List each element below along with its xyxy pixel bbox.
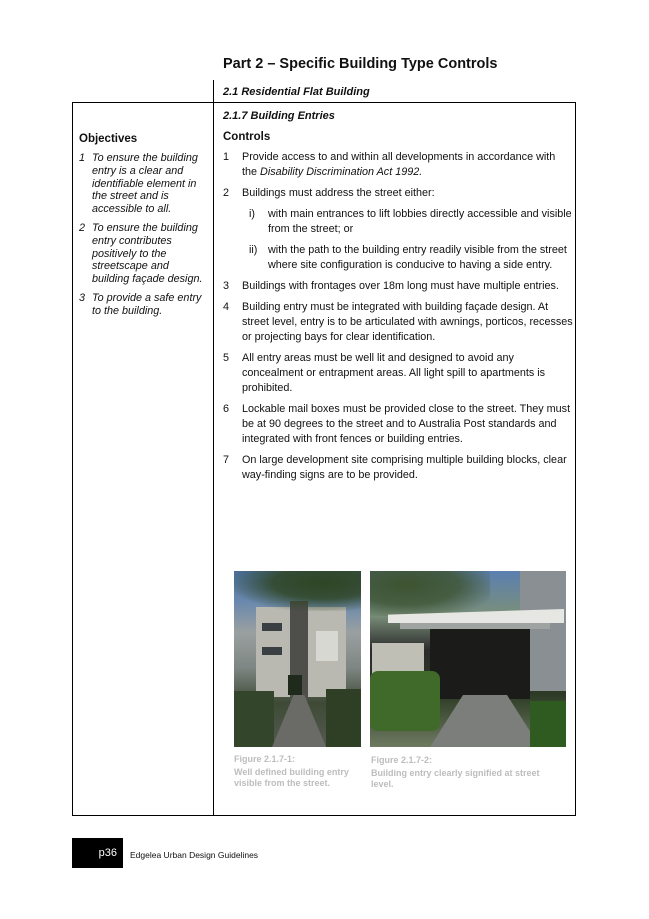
control-text: All entry areas must be well lit and designed to avoid any concealment or entrapment areas. All light spill to apartments is prohibited. <box>242 352 546 394</box>
control-item <box>223 402 573 447</box>
sub-item-text: with the path to the building entry readily visible from the street where site configuration is conducive to having a side entry. <box>268 244 567 271</box>
control-text: Buildings with frontages over 18m long must have multiple entries. <box>242 280 559 292</box>
objective-item <box>79 152 209 216</box>
document-title: Edgelea Urban Design Guidelines <box>130 850 259 860</box>
objective-text: To ensure the building entry contributes positively to the streetscape and building façade design. <box>92 221 203 286</box>
control-item <box>223 186 573 201</box>
control-text: Lockable mail boxes must be provided close to the street. They must be at 90 degrees to the street and to Australia Post standards and integrated with front fences or building entries. <box>242 403 571 445</box>
sub-item-number: ii) <box>249 244 258 256</box>
control-item <box>223 279 573 294</box>
sub-item-text: with main entrances to lift lobbies directly accessible and visible from the street; or <box>268 208 572 235</box>
act-title: Disability Discrimination Act 1992. <box>260 166 423 178</box>
control-sub-item <box>223 243 573 273</box>
objective-number: 2 <box>79 221 86 234</box>
figure-label: Figure 2.1.7-2: <box>371 755 433 765</box>
control-number: 6 <box>223 403 230 415</box>
objective-text: To provide a safe entry to the building. <box>92 291 202 317</box>
control-number: 1 <box>223 151 230 163</box>
control-item <box>223 351 573 396</box>
figure-caption-text: Well defined building entry visible from the street. <box>234 767 349 788</box>
subsection-title: 2.1.7 Building Entries <box>223 110 335 122</box>
control-item <box>223 300 573 345</box>
control-text: Buildings must address the street either: <box>242 187 435 199</box>
objective-text: To ensure the building entry is a clear and identifiable element in the street and is accessible to all. <box>92 152 198 216</box>
building-entry-photo-1 <box>234 571 361 747</box>
objectives-column <box>79 133 209 324</box>
sub-item-number: i) <box>249 208 255 220</box>
figure-caption-1 <box>234 754 349 789</box>
objective-item <box>79 292 209 318</box>
control-item <box>223 150 573 180</box>
page-number: p36 <box>72 838 123 868</box>
control-item <box>223 453 573 483</box>
building-entry-photo-2 <box>370 571 566 747</box>
photo-entry-door <box>288 675 302 695</box>
photo-hedge <box>370 671 440 731</box>
control-number: 5 <box>223 352 230 364</box>
photo-entry-shadow <box>430 629 530 699</box>
photo-tree <box>370 571 490 616</box>
control-number: 2 <box>223 187 230 199</box>
photo-windows <box>316 631 338 661</box>
controls-column <box>223 110 573 489</box>
objectives-heading: Objectives <box>79 133 138 145</box>
photo-windows <box>262 647 282 655</box>
control-text-main: Provide access to and within all developments in accordance with the <box>242 151 556 178</box>
photo-hedge <box>326 689 361 747</box>
control-number: 3 <box>223 280 230 292</box>
photo-path <box>272 695 326 747</box>
photo-path <box>430 695 540 747</box>
controls-heading: Controls <box>223 131 271 143</box>
photo-windows <box>262 623 282 631</box>
control-sub-item <box>223 207 573 237</box>
column-divider <box>213 102 214 816</box>
figure-caption-2 <box>371 755 541 790</box>
objective-number: 1 <box>79 152 86 164</box>
figure-label: Figure 2.1.7-1: <box>234 754 296 764</box>
objective-item <box>79 222 209 286</box>
photo-hedge <box>530 701 566 747</box>
control-number: 4 <box>223 301 230 313</box>
section-title: 2.1 Residential Flat Building <box>223 86 370 98</box>
figure-caption-text: Building entry clearly signified at street level. <box>371 768 540 789</box>
control-text: Building entry must be integrated with building façade design. At street level, entry is to be articulated with awnings, porticos, recesses or projecting bays for clear identification. <box>242 301 573 343</box>
control-text: On large development site comprising multiple building blocks, clear way-finding signs are to be provided. <box>242 454 567 481</box>
photo-hedge <box>234 691 274 747</box>
part-title: Part 2 – Specific Building Type Controls <box>223 56 498 72</box>
control-number: 7 <box>223 454 230 466</box>
objective-number: 3 <box>79 291 86 304</box>
photo-tree <box>234 571 361 611</box>
divider-top <box>213 80 214 103</box>
control-text <box>242 150 573 180</box>
